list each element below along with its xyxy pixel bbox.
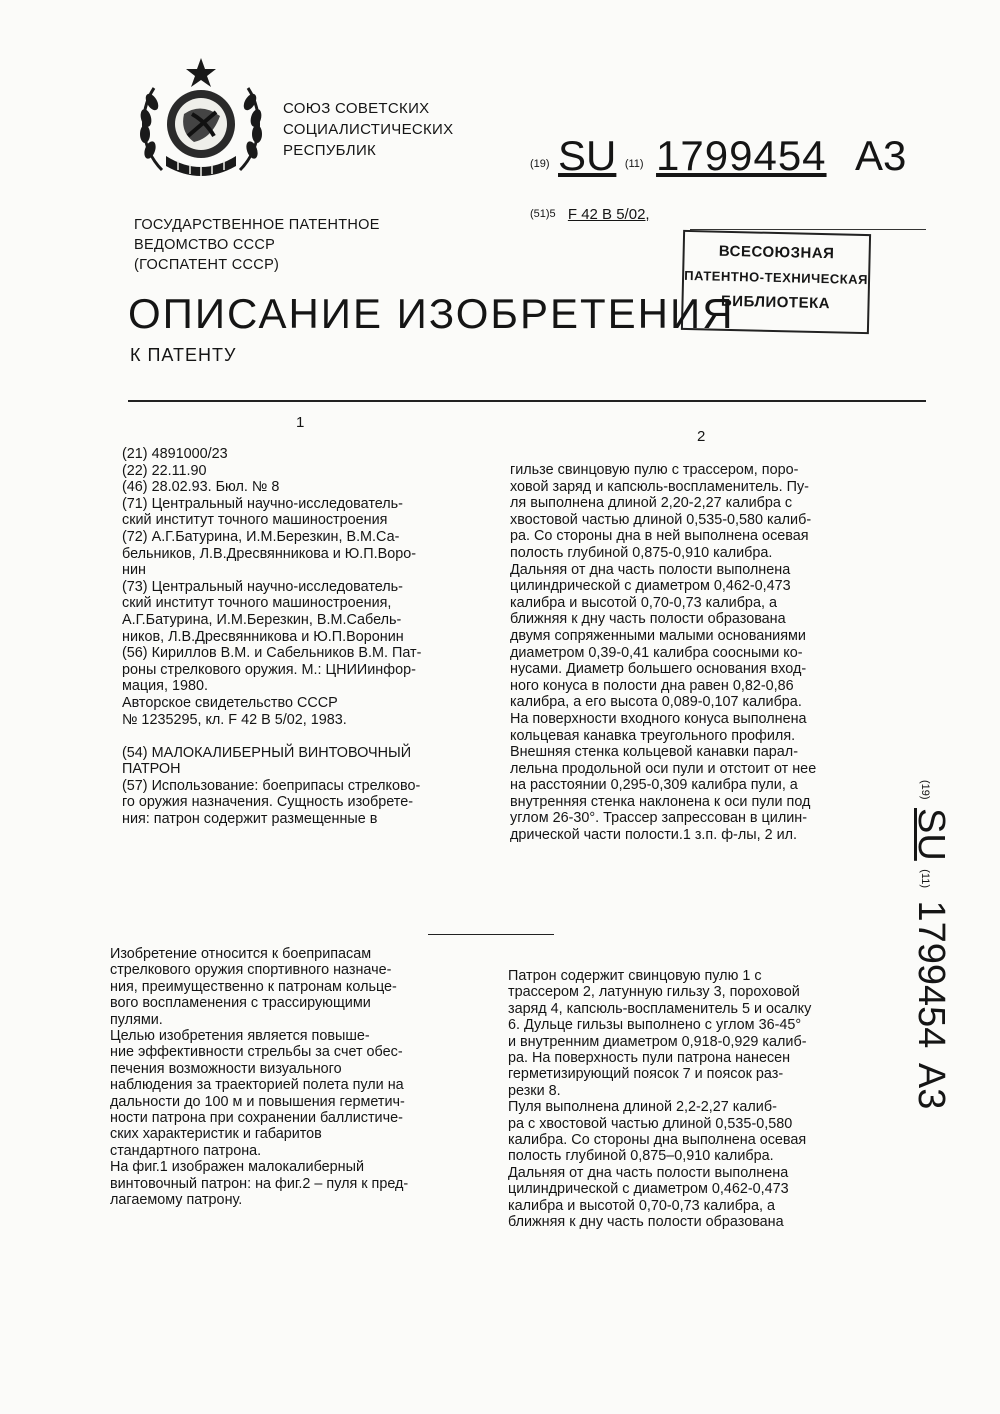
text-line: ра. Со стороны дна в ней выполнена осевая (510, 528, 809, 545)
text-line (122, 728, 482, 745)
state-emblem (132, 52, 270, 188)
ipc-value: F 42 B 5/02, (567, 206, 650, 223)
text-line: На поверхности входного конуса выполнена (510, 710, 807, 727)
text-line: ский институт точного машиностроения (122, 512, 388, 529)
text-line: На фиг.1 изображен малокалиберный (110, 1159, 364, 1176)
description-left-column (110, 946, 470, 1209)
text-line: внутренняя стенка наклонена к оси пули под (510, 793, 811, 810)
text-line: ля выполнена длиной 2,20-2,27 калибра с (510, 495, 793, 512)
text-line: кольцевая канавка треугольного профиля. (510, 727, 796, 744)
text-line: нусами. Диаметр большего основания вход- (510, 661, 807, 678)
document-subtitle: К ПАТЕНТУ (130, 345, 237, 365)
text-line: го оружия назначения. Сущность изобрете- (122, 794, 414, 811)
header-divider (128, 400, 926, 402)
text-line: трассером 2, латунную гильзу 3, пороховой (508, 984, 800, 1001)
text-line: (72) А.Г.Батурина, И.М.Березкин, В.М.Са- (122, 528, 400, 545)
kind-code: A3 (855, 132, 907, 179)
text-line: нин (122, 562, 146, 579)
text-line: (54) МАЛОКАЛИБЕРНЫЙ ВИНТОВОЧНЫЙ (122, 744, 412, 761)
text-line: стрелкового оружия спортивного назначе- (110, 962, 392, 979)
text-line: полость глубиной 0,875–0,910 калибра. (508, 1148, 774, 1165)
abstract-left-column (122, 446, 482, 828)
column-number-1: 1 (296, 414, 305, 431)
text-line: калибра, а его высота 0,089-0,107 калибра. (510, 694, 802, 711)
text-line: наблюдения за траекторией полета пули на (110, 1077, 404, 1094)
text-line: ра. На поверхность пули патрона нанесен (508, 1050, 791, 1067)
text-line: углом 26-30°. Трассер запрессован в цилин- (510, 810, 808, 827)
text-line: калибра. Со стороны дна выполнена осевая (508, 1132, 807, 1149)
text-line: диаметром 0,39-0,41 калибра соосными ко- (510, 644, 803, 661)
text-line: № 1235295, кл. F 42 B 5/02, 1983. (122, 711, 347, 728)
text-line: вого воспламенения с трассирующими (110, 995, 371, 1012)
text-line: резки 8. (508, 1082, 561, 1099)
stamp-line: БИБЛИОТЕКА (720, 292, 831, 313)
text-line: (22) 22.11.90 (122, 462, 207, 479)
text-line: калибра и высотой 0,70-0,73 калибра, а (508, 1197, 775, 1214)
text-line: бельников, Л.В.Дресвянникова и Ю.П.Воро- (122, 545, 417, 562)
code-51: (51)5 (530, 208, 556, 220)
union-name (283, 98, 453, 161)
side-kind-code: A3 (910, 1062, 952, 1110)
document-title: ОПИСАНИЕ ИЗОБРЕТЕНИЯ (128, 290, 735, 337)
side-pub-number: 1799454 (910, 900, 952, 1049)
ipc-classification (530, 206, 650, 223)
text-line: Внешняя стенка кольцевой канавки парал- (510, 744, 798, 761)
text-line: калибра и высотой 0,70-0,73 калибра, а (510, 594, 777, 611)
publication-number (530, 132, 906, 180)
text-line: ский институт точного машиностроения, (122, 595, 392, 612)
abstract-right-column (510, 462, 882, 844)
text-line: Изобретение относится к боеприпасам (110, 946, 372, 962)
text-line: Авторское свидетельство СССР (122, 694, 338, 711)
text-line: герметизирующий поясок 7 и поясок раз- (508, 1066, 784, 1083)
text-line: полость глубиной 0,875-0,910 калибра. (510, 544, 773, 561)
column-number-2: 2 (697, 428, 706, 445)
text-line: (56) Кириллов В.М. и Сабельников В.М. Пат- (122, 645, 422, 662)
union-line: СОЮЗ СОВЕТСКИХ (283, 100, 430, 117)
pub-number: 1799454 (656, 132, 827, 179)
office-line: (ГОСПАТЕНТ СССР) (134, 257, 280, 273)
text-line: ников, Л.В.Дресвянникова и Ю.П.Воронин (122, 628, 404, 645)
text-line: ра с хвостовой частью длиной 0,535-0,580 (508, 1115, 793, 1132)
side-country-code: SU (910, 808, 952, 861)
text-line: (57) Использование: боеприпасы стрелково- (122, 777, 421, 794)
union-line: СОЦИАЛИСТИЧЕСКИХ (283, 121, 454, 138)
office-line: ГОСУДАРСТВЕННОЕ ПАТЕНТНОЕ (134, 217, 380, 233)
description-right-column (508, 968, 874, 1231)
patent-office (134, 215, 380, 275)
text-line: 6. Дульце гильзы выполнено с углом 36-45° (508, 1017, 802, 1034)
stamp-line: ПАТЕНТНО-ТЕХНИЧЕСКАЯ (684, 267, 869, 288)
text-line: хвостовой частью длиной 0,535-0,580 калиб- (510, 511, 812, 528)
text-line: цилиндрической с диаметром 0,462-0,473 (508, 1181, 789, 1198)
text-line: печения возможности визуального (110, 1060, 342, 1077)
text-line: мация, 1980. (122, 678, 208, 695)
text-line: гильзе свинцовую пулю с трассером, поро- (510, 462, 799, 478)
text-line: лагаемому патрону. (110, 1192, 243, 1209)
text-line: ние эффективности стрельбы за счет обес- (110, 1044, 403, 1061)
text-line: ховой заряд и капсюль-воспламенитель. Пу- (510, 478, 809, 495)
text-line: Дальняя от дна часть полости выполнена (508, 1164, 789, 1181)
text-line: (46) 28.02.93. Бюл. № 8 (122, 479, 280, 496)
text-line: Патрон содержит свинцовую пулю 1 с (508, 968, 762, 984)
text-line: ния, преимущественно к патронам кольце- (110, 978, 397, 995)
text-line: ного конуса в полости дна равен 0,82-0,86 (510, 677, 794, 694)
text-line: ближняя к дну часть полости образована (508, 1214, 784, 1231)
office-line: ВЕДОМСТВО СССР (134, 237, 276, 253)
text-line: ближняя к дну часть полости образована (510, 611, 786, 628)
text-line: дрической части полости.1 з.п. ф-лы, 2 ил. (510, 827, 798, 844)
text-line: ности патрона при сохранении баллистиче- (110, 1110, 403, 1127)
country-code: SU (558, 132, 617, 179)
text-line: (73) Центральный научно-исследователь- (122, 578, 403, 595)
section-separator (428, 934, 554, 935)
code-19: (19) (530, 158, 550, 170)
text-line: ских характеристик и габаритов (110, 1126, 322, 1143)
text-line: цилиндрической с диаметром 0,462-0,473 (510, 578, 791, 595)
text-line: пулями. (110, 1011, 163, 1028)
text-line: дальности до 100 м и повышения герметич- (110, 1093, 405, 1110)
text-line: двумя сопряженными малыми основаниями (510, 627, 806, 644)
text-line: (21) 4891000/23 (122, 446, 228, 462)
text-line: А.Г.Батурина, И.М.Березкин, В.М.Сабель- (122, 611, 402, 628)
union-line: РЕСПУБЛИК (283, 142, 377, 159)
code-11: (11) (624, 158, 644, 170)
text-line: лельна продольной оси пули и отстоит от нее (510, 760, 817, 777)
text-line: Пуля выполнена длиной 2,2-2,27 калиб- (508, 1099, 777, 1116)
side-code-19: (19) (919, 780, 931, 800)
text-line: стандартного патрона. (110, 1142, 262, 1159)
text-line: ния: патрон содержит размещенные в (122, 811, 378, 828)
text-line: винтовочный патрон: на фиг.2 – пуля к пред- (110, 1175, 409, 1192)
text-line: Дальняя от дна часть полости выполнена (510, 561, 791, 578)
side-code-11: (11) (919, 869, 931, 889)
text-line: ПАТРОН (122, 761, 181, 778)
text-line: на расстоянии 0,295-0,309 калибра пули, а (510, 777, 798, 794)
text-line: и внутренним диаметром 0,918-0,929 калиб- (508, 1033, 807, 1050)
text-line: Целью изобретения является повыше- (110, 1028, 370, 1045)
stamp-line: ВСЕСОЮЗНАЯ (718, 242, 835, 263)
text-line: (71) Центральный научно-исследователь- (122, 495, 403, 512)
text-line: заряд 4, капсюль-воспламенитель 5 и осалку (508, 1000, 812, 1017)
text-line: роны стрелкового оружия. М.: ЦНИИинфор- (122, 661, 416, 678)
side-publication-number (880, 780, 960, 1160)
